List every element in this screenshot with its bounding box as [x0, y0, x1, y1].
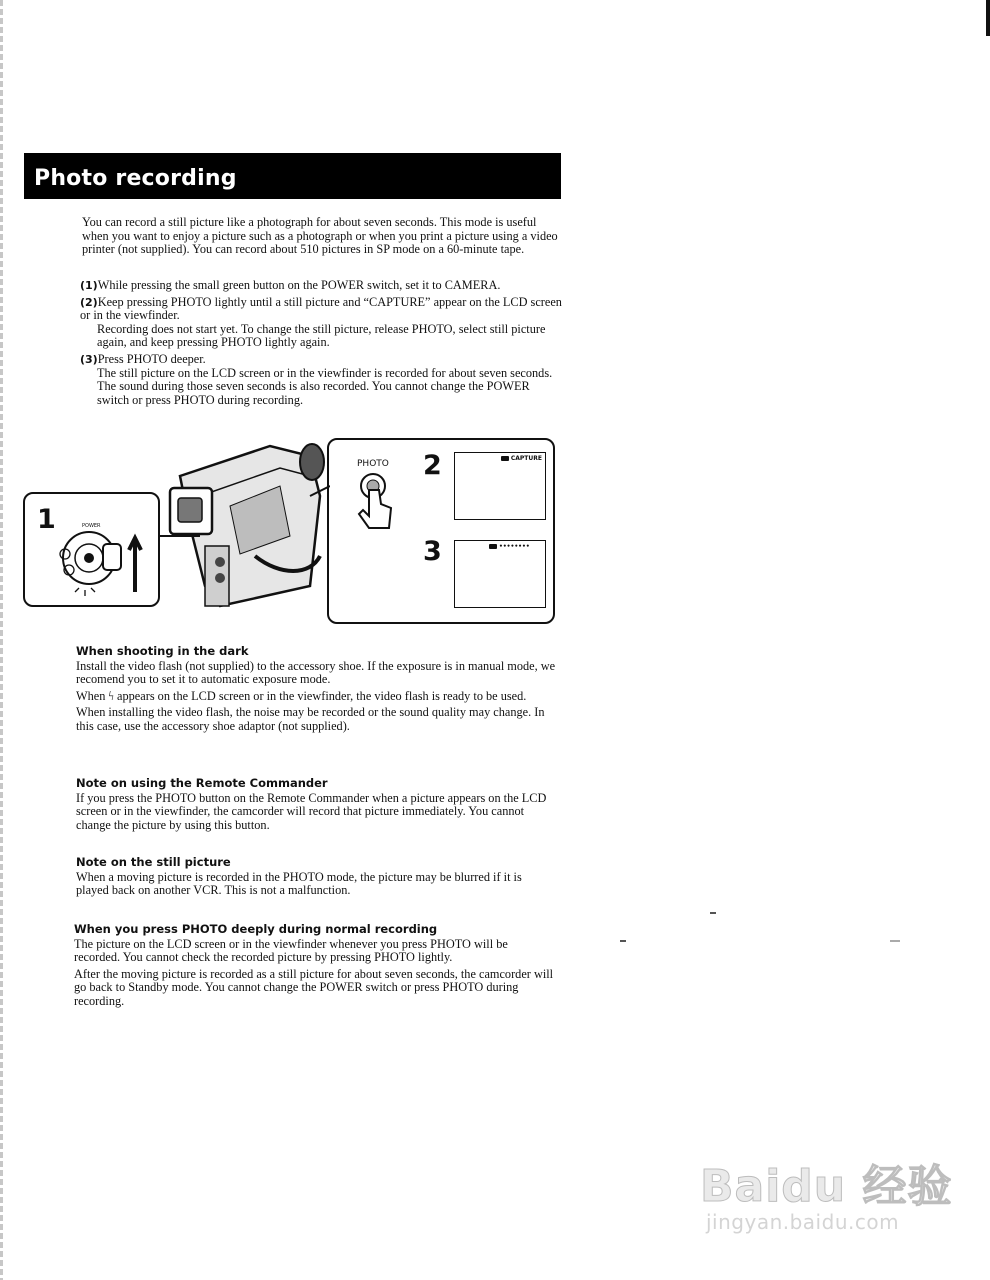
camcorder-illustration [160, 436, 330, 616]
figure-label-3: 3 [423, 536, 442, 567]
section-heading: Note on the still picture [76, 855, 231, 869]
intro-paragraph: You can record a still picture like a photograph for about seven seconds. This mode is useful when you want to enjoy a picture such as a photograph or when you print a picture using a video printer (not supplied). You can record about 510 pictures in SP mode on a 60-minute tape. [82, 215, 558, 257]
section-paragraph: When a moving picture is recorded in the PHOTO mode, the picture may be blurred if it is played back on another VCR. This is not a malfunction. [76, 869, 522, 898]
figure-label-2: 2 [423, 450, 442, 481]
lcd-screen-recording [454, 540, 546, 608]
section-dark [76, 645, 556, 737]
step-detail: The still picture on the LCD screen or in the viewfinder is recorded for about seven seconds. The sound during those seven seconds is also recorded. You cannot change the POWER switch or press PHOTO during recording. [97, 365, 553, 407]
section-paragraph: Install the video flash (not supplied) to the accessory shoe. If the exposure is in manual mode, we recomend you to set it to automatic exposure mode. [76, 658, 556, 687]
scan-edge [0, 0, 3, 1280]
section-paragraph: If you press the PHOTO button on the Remote Commander when a picture appears on the LCD screen or in the viewfinder, the camcorder will record that picture immediately. You cannot change the picture by using this button. [76, 790, 547, 832]
section-paragraph: After the moving picture is recorded as a still picture for about seven seconds, the camcorder will go back to Standby mode. You cannot change the POWER switch or press PHOTO during recording. [74, 966, 554, 1008]
section-deep-press [74, 923, 554, 1012]
section-heading: When shooting in the dark [76, 644, 249, 658]
step-text: Press PHOTO deeper. [97, 351, 206, 366]
scan-speck [620, 940, 626, 942]
camera-icon [501, 456, 509, 461]
section-paragraph: When installing the video flash, the noise may be recorded or the sound quality may change. In this case, use the accessory shoe adaptor (not supplied). [76, 705, 545, 733]
capture-label: CAPTURE [510, 455, 542, 462]
power-switch-icon [45, 514, 165, 604]
step-number: (2) [80, 295, 98, 309]
section-paragraph: The picture on the LCD screen or in the viewfinder whenever you press PHOTO will be recorded. You cannot check the recorded picture by pressing PHOTO lightly. [74, 936, 508, 965]
step-text: While pressing the small green button on the POWER switch, set it to CAMERA. [97, 278, 501, 292]
camera-icon [489, 544, 497, 549]
baidu-watermark [700, 1130, 960, 1250]
power-label: POWER [82, 523, 101, 529]
section-heading: Note on using the Remote Commander [76, 776, 328, 790]
step-1 [80, 279, 562, 293]
step-text: Keep pressing PHOTO lightly until a still picture and “CAPTURE” appear on the LCD screen or in the viewfinder. [80, 294, 562, 323]
steps-list [80, 279, 562, 410]
section-heading: When you press PHOTO deeply during normal recording [74, 922, 438, 936]
scan-speck [710, 912, 716, 914]
camcorder-icon [160, 436, 330, 616]
watermark-url: jingyan.baidu.com [706, 1210, 900, 1234]
progress-label: •••••••• [499, 543, 530, 550]
section-remote [76, 777, 556, 835]
step-detail: Recording does not start yet. To change the still picture, release PHOTO, select still picture again, and keep pressing PHOTO lightly again. [97, 321, 546, 350]
page-title: Photo recording [24, 153, 561, 199]
figure-label-1: 1 [37, 504, 56, 535]
step-3 [80, 353, 562, 407]
photo-button-label: PHOTO [357, 459, 389, 469]
lcd-screen-capture [454, 452, 546, 520]
watermark-brand: Baidu 经验 [700, 1161, 953, 1212]
section-paragraph: When ϟ appears on the LCD screen or in the viewfinder, the video flash is ready to be used. [76, 688, 527, 703]
step-2 [80, 296, 562, 350]
scan-corner-mark [986, 0, 990, 36]
step-number: (3) [80, 352, 98, 366]
finger-press-icon [355, 470, 405, 540]
scan-speck [890, 940, 900, 942]
step-number: (1) [80, 279, 98, 292]
power-switch-callout [23, 492, 160, 607]
section-still [76, 856, 556, 901]
